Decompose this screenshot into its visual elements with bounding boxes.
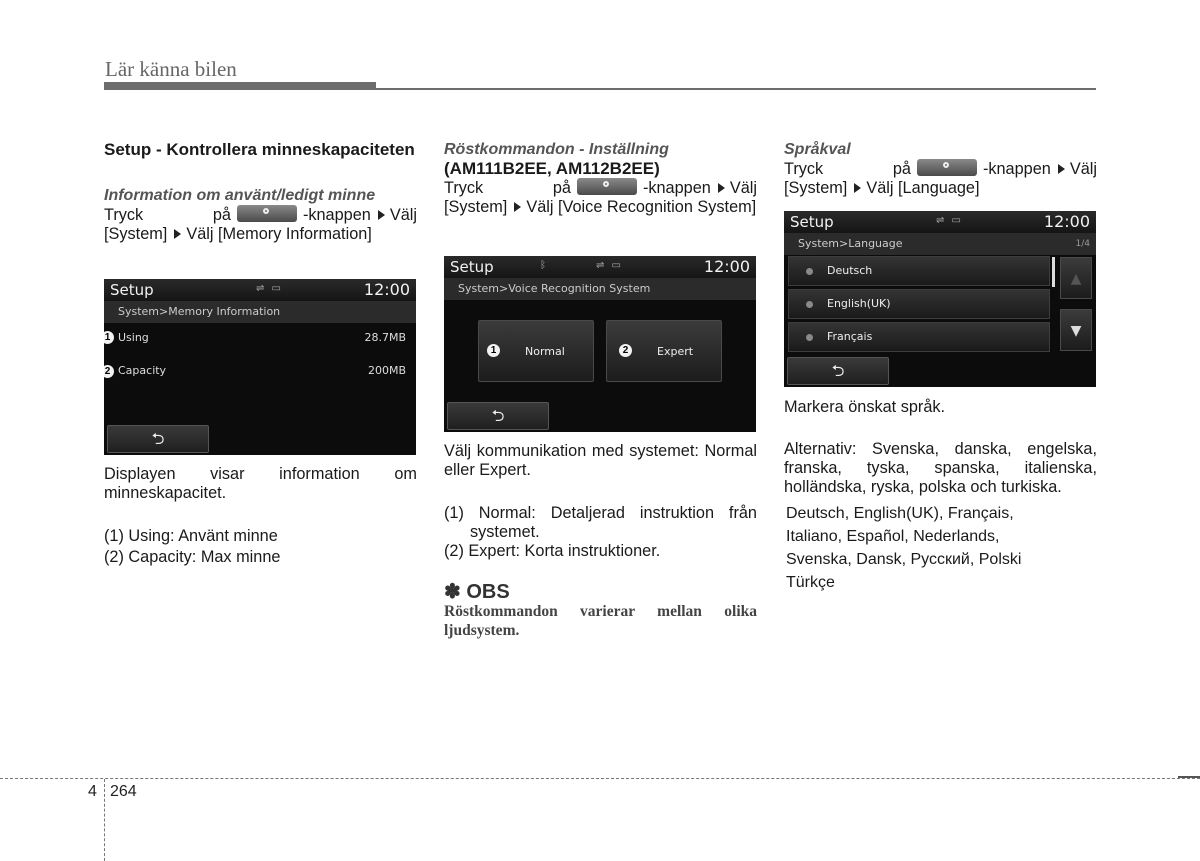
path-voice: Välj [Voice Recognition System] xyxy=(526,198,757,216)
breadcrumb: System>Memory Information xyxy=(104,301,416,323)
usb-icon: ⇌ ▭ xyxy=(256,283,284,294)
language-list-line: Türkçe xyxy=(786,574,835,591)
arrow-right-icon xyxy=(854,183,861,193)
note-body: Röstkommandon varierar mellan olika ljudsystem. xyxy=(444,603,757,639)
item-using: (1) Using: Använt minne xyxy=(104,527,278,545)
footer-divider xyxy=(104,779,105,861)
header-rule xyxy=(376,88,1096,90)
normal-button[interactable] xyxy=(478,320,594,382)
path-system: [System] xyxy=(784,179,848,197)
desc-text: Displayen visar information om minneskapacitet. xyxy=(104,465,417,502)
path-language: Välj [Language] xyxy=(866,179,980,197)
screen-clock: 12:00 xyxy=(703,257,750,276)
item-normal: (1) Normal: Detaljerad instruktion från xyxy=(444,504,757,522)
screen-title: Setup xyxy=(450,258,494,276)
column-language xyxy=(784,140,1097,198)
page-indicator: 1/4 xyxy=(1075,239,1090,249)
arrow-right-icon xyxy=(378,210,385,220)
callout-2: 2 xyxy=(104,365,114,378)
capacity-value: 200MB xyxy=(367,364,406,377)
item-capacity: (2) Capacity: Max minne xyxy=(104,548,281,566)
memory-description xyxy=(104,465,417,567)
arrow-right-icon xyxy=(1058,164,1065,174)
memory-screen xyxy=(104,279,416,455)
language-list-line: Deutsch, English(UK), Français, xyxy=(786,505,1014,522)
language-screen xyxy=(784,211,1096,387)
instruction-line-1 xyxy=(784,159,1097,179)
choose-text: Välj xyxy=(1069,160,1097,178)
screen-clock: 12:00 xyxy=(1043,212,1090,231)
choose-text: Välj xyxy=(729,179,757,197)
language-label: English(UK) xyxy=(827,297,891,310)
voice-screen xyxy=(444,256,756,432)
item-normal-cont: systemet. xyxy=(470,523,540,541)
language-description xyxy=(784,398,1097,594)
setup-key-icon xyxy=(237,205,297,222)
column-memory xyxy=(104,140,417,244)
key-suffix: -knappen xyxy=(642,179,711,197)
page-number: 264 xyxy=(110,783,137,800)
instruction-line-2 xyxy=(444,198,757,217)
language-list-line: Italiano, Español, Nederlands, xyxy=(786,528,1000,545)
language-option-francais[interactable] xyxy=(788,322,1050,352)
choose-text: Välj xyxy=(389,206,417,224)
screen-titlebar xyxy=(784,211,1096,233)
normal-label: Normal xyxy=(525,345,565,358)
note-title: ✽ OBS xyxy=(444,581,510,603)
using-value: 28.7MB xyxy=(364,331,406,344)
language-label: Français xyxy=(827,330,873,343)
column-voice xyxy=(444,140,757,217)
breadcrumb xyxy=(784,233,1096,255)
alternatives-text: Alternativ: Svenska, danska, engelska, franska, tyska, spanska, italienska, holländska, ryska, polska och turkiska. xyxy=(784,440,1097,496)
screen-titlebar xyxy=(444,256,756,278)
callout-1: 1 xyxy=(487,344,500,357)
footer-tick xyxy=(1178,776,1200,778)
expert-label: Expert xyxy=(657,345,694,358)
scrollbar-thumb[interactable] xyxy=(1052,257,1055,287)
scroll-up-button[interactable]: ▲ xyxy=(1060,257,1092,299)
instruction-line-1 xyxy=(104,205,417,225)
instruction-line-1 xyxy=(444,178,757,198)
back-button[interactable]: ⮌ xyxy=(107,425,209,453)
callout-1: 1 xyxy=(104,331,114,344)
models-text: (AM111B2EE, AM112B2EE) xyxy=(444,159,660,178)
arrow-right-icon xyxy=(514,202,521,212)
screen-title: Setup xyxy=(110,281,154,299)
path-system: [System] xyxy=(444,198,508,216)
press-text: Tryck på xyxy=(784,160,911,178)
breadcrumb: System>Voice Recognition System xyxy=(444,278,756,300)
subheading-language: Språkval xyxy=(784,141,851,158)
arrow-right-icon xyxy=(174,229,181,239)
radio-dot-icon xyxy=(806,268,813,275)
scroll-down-button[interactable]: ▼ xyxy=(1060,309,1092,351)
key-suffix: -knappen xyxy=(302,206,371,224)
usb-icon: ⇌ ▭ xyxy=(596,260,624,271)
key-suffix: -knappen xyxy=(982,160,1051,178)
desc-text: Markera önskat språk. xyxy=(784,398,946,416)
instruction-line-2 xyxy=(104,225,417,244)
language-label: Deutsch xyxy=(827,264,873,277)
screen-title: Setup xyxy=(790,213,834,231)
expert-button[interactable] xyxy=(606,320,722,382)
press-text: Tryck på xyxy=(444,179,571,197)
desc-text: Välj kommunikation med systemet: Normal eller Expert. xyxy=(444,442,757,479)
section-heading-memory: Setup - Kontrollera minneskapaciteten xyxy=(104,140,415,159)
path-memory: Välj [Memory Information] xyxy=(186,225,372,243)
callout-2: 2 xyxy=(619,344,632,357)
capacity-label: Capacity xyxy=(118,364,167,377)
screen-titlebar xyxy=(104,279,416,301)
voice-description xyxy=(444,442,757,640)
footer-rule xyxy=(0,778,1200,779)
setup-key-icon xyxy=(577,178,637,195)
language-option-deutsch[interactable] xyxy=(788,256,1050,286)
chapter-number: 4 xyxy=(88,783,97,800)
chapter-title: Lär känna bilen xyxy=(105,57,237,81)
language-list-line: Svenska, Dansk, Русский, Polski xyxy=(786,551,1022,568)
radio-dot-icon xyxy=(806,301,813,308)
subheading-voice: Röstkommandon - Inställning xyxy=(444,141,669,158)
back-button[interactable]: ⮌ xyxy=(447,402,549,430)
breadcrumb-text: System>Language xyxy=(798,237,903,250)
back-button[interactable]: ⮌ xyxy=(787,357,889,385)
bluetooth-icon: ᛒ xyxy=(540,260,548,271)
instruction-line-2 xyxy=(784,179,1097,198)
language-option-english[interactable] xyxy=(788,289,1050,319)
radio-dot-icon xyxy=(806,334,813,341)
press-text: Tryck på xyxy=(104,206,231,224)
item-expert: (2) Expert: Korta instruktioner. xyxy=(444,542,661,560)
usb-icon: ⇌ ▭ xyxy=(936,215,964,226)
subheading-memory-info: Information om använt/ledigt minne xyxy=(104,187,376,204)
path-system: [System] xyxy=(104,225,168,243)
setup-key-icon xyxy=(917,159,977,176)
screen-clock: 12:00 xyxy=(363,280,410,299)
language-list xyxy=(784,502,1097,594)
using-label: Using xyxy=(118,331,149,344)
arrow-right-icon xyxy=(718,183,725,193)
header-bar xyxy=(104,82,376,90)
